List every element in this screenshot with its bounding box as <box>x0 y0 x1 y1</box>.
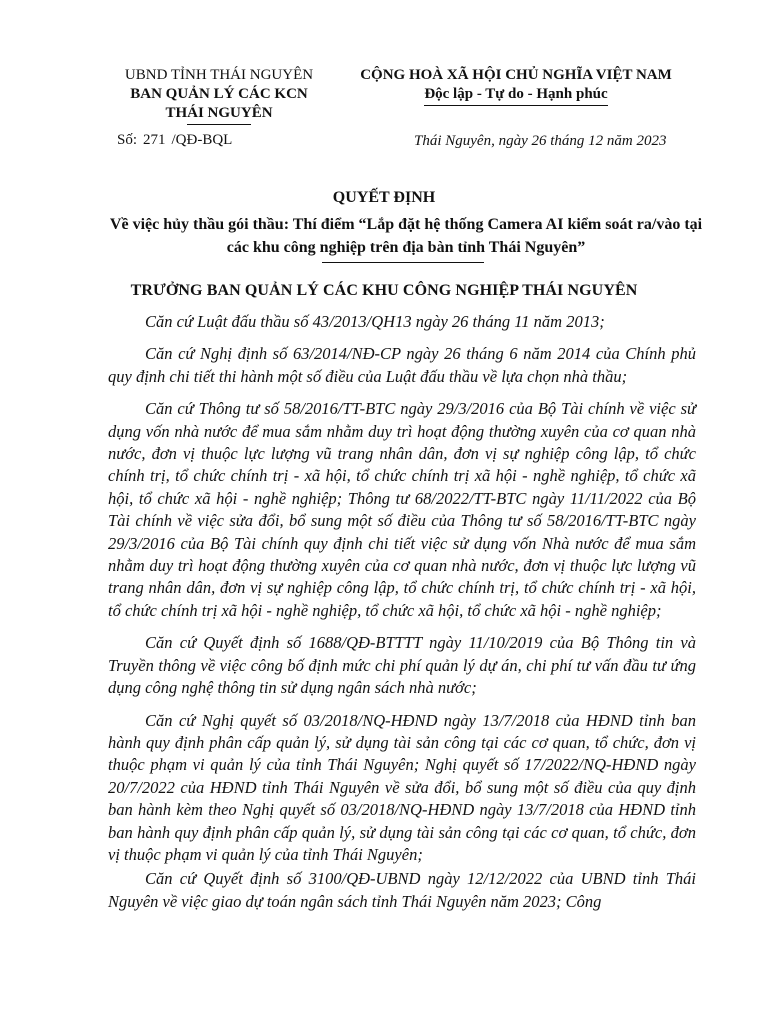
legal-basis-paragraph: Căn cứ Quyết định số 1688/QĐ-BTTTT ngày 11/10/2019 của Bộ Thông tin và Truyền thông về việc công bố định mức chi phí quản lý dự án, chi phí tư vấn đầu tư ứng dụng công nghệ thông tin sử dụng ngân sách nhà nước; <box>108 633 696 698</box>
org-parent-name: UBND TỈNH THÁI NGUYÊN <box>124 67 314 83</box>
legal-basis-paragraph: Căn cứ Thông tư số 58/2016/TT-BTC ngày 29/3/2016 của Bộ Tài chính về việc sử dụng vốn nhà nước để mua sắm nhằm duy trì hoạt động thường xuyên của cơ quan nhà nước, đơn vị thuộc lực lượng vũ trang nhân dân, đơn vị sự nghiệp công lập, tổ chức chính trị, tổ chức chính trị - xã hội, tổ chức chính trị xã hội - nghề nghiệp, tổ chức xã hội, tổ chức xã hội - nghề nghiệp; Thông tư 68/2022/TT-BTC ngày 11/11/2022 của Bộ Tài chính về việc sửa đổi, bổ sung một số điều của Thông tư số 58/2016/TT-BTC ngày 29/3/2016 của Bộ Tài chính quy định chi tiết việc sử dụng vốn Nhà nước để mua sắm nhằm duy trì hoạt động thường xuyên của cơ quan nhà nước, đơn vị thuộc lực lượng vũ trang nhân dân, đơn vị sự nghiệp công lập, tổ chức chính trị, tổ chức chính trị - xã hội, tổ chức chính trị xã hội - nghề nghiệp, tổ chức xã hội, tổ chức xã hội - nghề nghiệp; <box>108 399 696 620</box>
org-name-line1: BAN QUẢN LÝ CÁC KCN <box>130 86 308 102</box>
issuing-organization <box>100 66 338 125</box>
legal-basis-paragraph: Căn cứ Quyết định số 3100/QĐ-UBND ngày 12/12/2022 của UBND tỉnh Thái Nguyên về việc giao dự toán ngân sách tỉnh Thái Nguyên năm 2023; Công <box>108 869 696 911</box>
legal-basis-paragraph: Căn cứ Nghị quyết số 03/2018/NQ-HĐND ngày 13/7/2018 của HĐND tỉnh ban hành quy định phân cấp quản lý, sử dụng tài sản công tại các cơ quan, tổ chức, đơn vị thuộc phạm vi quản lý của tỉnh Thái Nguyên; Nghị quyết số 17/2022/NQ-HĐND ngày 20/7/2022 của HĐND tỉnh Thái Nguyên về sửa đổi, bổ sung một số điều của quy định ban hành kèm theo Nghị quyết số 03/2018/NQ-HĐND ngày 13/7/2018 của HĐND tỉnh ban hành quy định phân cấp quản lý, sử dụng tài sản công tại các cơ quan, tổ chức, đơn vị thuộc phạm vi quản lý của tỉnh Thái Nguyên; <box>108 710 696 864</box>
subject-underline <box>322 262 484 263</box>
doc-no-suffix: /QĐ-BQL <box>171 132 233 148</box>
legal-basis-paragraph: Căn cứ Nghị định số 63/2014/NĐ-CP ngày 26 tháng 6 năm 2014 của Chính phủ quy định chi tiết thi hành một số điều của Luật đấu thầu về lựa chọn nhà thầu; <box>108 344 696 386</box>
national-motto: Độc lập - Tự do - Hạnh phúc <box>424 85 607 106</box>
document-title: QUYẾT ĐỊNH <box>332 189 436 206</box>
legal-basis <box>108 311 696 923</box>
org-name-line2: THÁI NGUYÊN <box>165 105 273 121</box>
issue-place-date: Thái Nguyên, ngày 26 tháng 12 năm 2023 <box>414 133 667 149</box>
doc-no-prefix: Số: <box>117 132 138 148</box>
issuing-authority: TRƯỞNG BAN QUẢN LÝ CÁC KHU CÔNG NGHIỆP THÁI NGUYÊN <box>130 282 638 299</box>
country-name: CỘNG HOÀ XÃ HỘI CHỦ NGHĨA VIỆT NAM <box>360 67 672 83</box>
document-subject: Về việc hủy thầu gói thầu: Thí điểm “Lắp đặt hệ thống Camera AI kiểm soát ra/vào tại các khu công nghiệp trên địa bàn tỉnh Thái Nguyên” <box>109 216 703 256</box>
document-number <box>117 131 232 150</box>
legal-basis-paragraph: Căn cứ Luật đấu thầu số 43/2013/QH13 ngày 26 tháng 11 năm 2013; <box>145 312 605 331</box>
national-heading <box>330 66 702 106</box>
doc-no-value: 271 <box>143 132 166 148</box>
org-underline <box>187 124 251 125</box>
